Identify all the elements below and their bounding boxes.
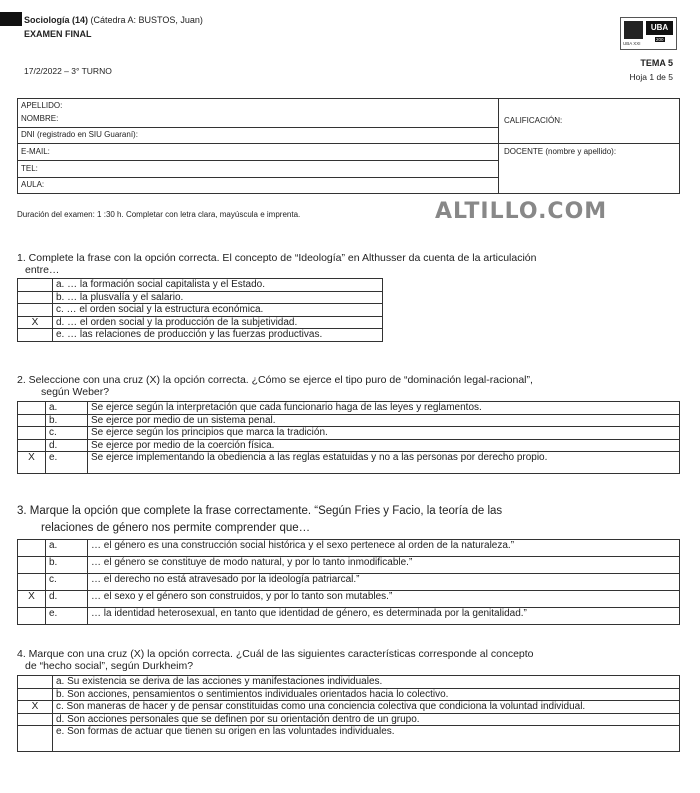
question-text: 1. Complete la frase con la opción correcta. El concepto de “Ideología” en Althusser da cuenta de la articulación (17, 252, 537, 264)
form-divider (18, 177, 498, 178)
answer-mark[interactable] (18, 676, 53, 689)
course-name: Sociología (14) (24, 15, 89, 25)
option-text: b. Son acciones, pensamientos o sentimientos individuales orientados hacia lo colectivo. (53, 688, 680, 701)
uba-logo (620, 17, 677, 50)
option-row[interactable] (18, 608, 680, 625)
question-text: 3. Marque la opción que complete la frase correctamente. “Según Fries y Facio, la teoría de las (17, 505, 503, 517)
option-row[interactable] (18, 304, 383, 317)
question-text: 4. Marque con una cruz (X) la opción correcta. ¿Cuál de las siguientes características corresponde al concepto (17, 648, 534, 660)
option-row[interactable] (18, 427, 680, 440)
option-row[interactable] (18, 688, 680, 701)
answer-mark[interactable] (18, 402, 46, 415)
option-text: Se ejerce según los principios que marca la tradición. (88, 427, 680, 440)
option-text: e. Son formas de actuar que tienen su origen en las voluntades individuales. (53, 726, 680, 752)
form-divider (498, 143, 679, 144)
question-1 (17, 252, 657, 276)
answer-mark[interactable]: X (18, 452, 46, 474)
option-letter: a. (46, 540, 88, 557)
answer-mark[interactable] (18, 427, 46, 440)
option-letter: e. (46, 452, 88, 474)
option-text: … el género se constituye de modo natural, y por lo tanto inmodificable.” (88, 557, 680, 574)
student-form (17, 98, 680, 194)
question-1-options (17, 278, 383, 342)
option-text: Se ejerce por medio de un sistema penal. (88, 414, 680, 427)
form-divider (18, 143, 498, 144)
option-row[interactable] (18, 316, 383, 329)
option-text: c. … el orden social y la estructura económica. (53, 304, 383, 317)
option-text: b. … la plusvalía y el salario. (53, 291, 383, 304)
field-apellido[interactable]: APELLIDO: (21, 101, 63, 110)
answer-mark[interactable] (18, 726, 53, 752)
option-letter: b. (46, 557, 88, 574)
form-divider (18, 127, 498, 128)
option-row[interactable] (18, 591, 680, 608)
question-2 (17, 374, 657, 398)
option-text: a. Su existencia se deriva de las acciones y manifestaciones individuales. (53, 676, 680, 689)
option-text: … la identidad heterosexual, en tanto que identidad de género, es determinada por la genitalidad.” (88, 608, 680, 625)
field-aula[interactable]: AULA: (21, 180, 45, 189)
uba-logo-small-left: UBA XXI (623, 41, 641, 46)
answer-mark[interactable] (18, 291, 53, 304)
question-3-options (17, 539, 680, 625)
option-text: d. Son acciones personales que se definen por su orientación dentro de un grupo. (53, 713, 680, 726)
docente-label: DOCENTE (nombre y apellido): (504, 147, 617, 156)
exam-title: EXAMEN FINAL (24, 29, 92, 39)
field-nombre[interactable]: NOMBRE: (21, 114, 59, 123)
option-text: Se ejerce según la interpretación que cada funcionario haga de las leyes y reglamentos. (88, 402, 680, 415)
form-divider (18, 160, 498, 161)
answer-mark[interactable] (18, 304, 53, 317)
answer-mark[interactable]: X (18, 591, 46, 608)
option-letter: d. (46, 439, 88, 452)
option-row[interactable] (18, 713, 680, 726)
field-dni[interactable]: DNI (registrado en SIU Guaraní): (21, 130, 138, 139)
option-text: … el género es una construcción social histórica y el sexo pertenece al orden de la naturaleza.” (88, 540, 680, 557)
option-row[interactable] (18, 574, 680, 591)
header-black-bar (0, 12, 22, 26)
field-tel[interactable]: TEL: (21, 164, 38, 173)
course-title (24, 15, 203, 25)
option-letter: e. (46, 608, 88, 625)
option-text: c. Son maneras de hacer y de pensar constituidas como una conciencia colectiva que condiciona la voluntad individual. (53, 701, 680, 714)
student-form-left (18, 99, 499, 193)
option-row[interactable] (18, 279, 383, 292)
option-letter: d. (46, 591, 88, 608)
answer-mark[interactable]: X (18, 701, 53, 714)
answer-mark[interactable] (18, 557, 46, 574)
question-text: 2. Seleccione con una cruz (X) la opción correcta. ¿Cómo se ejerce el tipo puro de “dominación legal-racional”, (17, 374, 533, 386)
option-row[interactable] (18, 439, 680, 452)
uba-logo-small-right: 200 (656, 37, 664, 42)
option-row[interactable] (18, 701, 680, 714)
question-2-options (17, 401, 680, 474)
option-text: d. … el orden social y la producción de la subjetividad. (53, 316, 383, 329)
option-row[interactable] (18, 414, 680, 427)
question-text-cont: de “hecho social”, según Durkheim? (25, 660, 194, 672)
uba-logo-text: UBA (646, 21, 673, 35)
option-letter: c. (46, 574, 88, 591)
answer-mark[interactable] (18, 540, 46, 557)
answer-mark[interactable] (18, 713, 53, 726)
calificacion-label: CALIFICACIÓN: (504, 116, 563, 125)
option-text: Se ejerce implementando la obediencia a las reglas estatuidas y no a las personas por derecho propio. (88, 452, 680, 474)
option-row[interactable] (18, 402, 680, 415)
option-row[interactable] (18, 726, 680, 752)
option-row[interactable] (18, 452, 680, 474)
option-text: … el derecho no está atravesado por la ideología patriarcal.” (88, 574, 680, 591)
option-row[interactable] (18, 676, 680, 689)
answer-mark[interactable] (18, 574, 46, 591)
option-row[interactable] (18, 557, 680, 574)
question-4 (17, 648, 657, 672)
option-row[interactable] (18, 540, 680, 557)
exam-duration: Duración del examen: 1 :30 h. Completar con letra clara, mayúscula e imprenta. (17, 210, 301, 219)
option-text: … el sexo y el género son construidos, y por lo tanto son mutables.” (88, 591, 680, 608)
option-text: e. … las relaciones de producción y las fuerzas productivas. (53, 329, 383, 342)
page-count: Hoja 1 de 5 (629, 72, 673, 82)
exam-date: 17/2/2022 – 3° TURNO (24, 66, 112, 76)
field-email[interactable]: E-MAIL: (21, 147, 50, 156)
option-row[interactable] (18, 291, 383, 304)
watermark: ALTILLO.COM (435, 199, 608, 224)
question-4-options (17, 675, 680, 752)
option-letter: a. (46, 402, 88, 415)
option-row[interactable] (18, 329, 383, 342)
question-text-cont: según Weber? (41, 386, 110, 398)
answer-mark[interactable] (18, 688, 53, 701)
answer-mark[interactable] (18, 608, 46, 625)
answer-mark[interactable]: X (18, 316, 53, 329)
uba-seal-icon (624, 21, 643, 39)
answer-mark[interactable] (18, 329, 53, 342)
answer-mark[interactable] (18, 279, 53, 292)
answer-mark[interactable] (18, 414, 46, 427)
tema-label: TEMA 5 (640, 58, 673, 68)
question-text-cont: relaciones de género nos permite comprender que… (41, 522, 311, 534)
option-text: a. … la formación social capitalista y el Estado. (53, 279, 383, 292)
answer-mark[interactable] (18, 439, 46, 452)
option-text: Se ejerce por medio de la coerción física. (88, 439, 680, 452)
option-letter: c. (46, 427, 88, 440)
question-text-cont: entre… (25, 264, 60, 276)
catedra: (Cátedra A: BUSTOS, Juan) (90, 15, 203, 25)
option-letter: b. (46, 414, 88, 427)
question-3 (17, 503, 657, 537)
